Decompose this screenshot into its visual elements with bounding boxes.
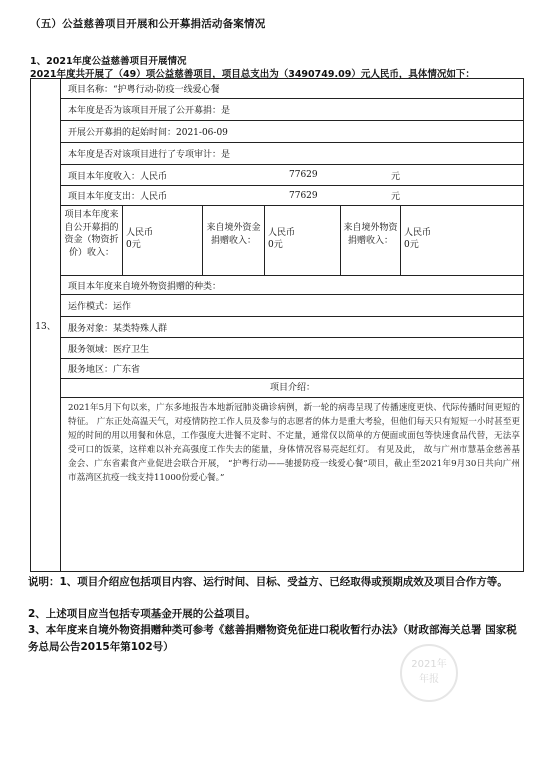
service-region-row xyxy=(61,359,524,379)
expense-unit: 元 xyxy=(391,192,401,202)
public-fundraising-text: 本年度是否为该项目开展了公开募捐：是 xyxy=(68,106,231,116)
total-expense: 3490749.09 xyxy=(288,69,352,80)
value-currency: 人民币 xyxy=(268,228,296,238)
value-amount: 0元 xyxy=(126,240,141,250)
section-title: （五）公益慈善项目开展和公开募捐活动备案情况 xyxy=(30,18,266,30)
expense-label: 项目本年度支出：人民币 xyxy=(68,192,168,202)
value-amount: 0元 xyxy=(268,240,283,250)
summary-middle: ）项公益慈善项目，项目总支出为（ xyxy=(136,69,289,80)
annual-report-stamp xyxy=(400,644,458,702)
public-fundraising-row xyxy=(61,99,524,121)
income-sources-row xyxy=(61,206,524,276)
income-row xyxy=(61,165,524,186)
project-name: “护粤行动-防疫一线爱心餐 xyxy=(113,84,220,95)
service-region-text: 服务地区：广东省 xyxy=(68,365,141,375)
project-name-row xyxy=(61,78,524,99)
stamp-year: 2021年 xyxy=(411,659,447,670)
service-field-text: 服务领域：医疗卫生 xyxy=(68,344,150,355)
public-fundraising-income-value xyxy=(123,206,203,276)
summary-suffix: ）元人民币，具体情况如下： xyxy=(351,69,475,80)
note-2: 2、上述项目应当包括专项基金开展的公益项目。 xyxy=(28,608,256,620)
operation-mode-row xyxy=(61,295,524,317)
income-amount: 77629 xyxy=(289,170,318,180)
operation-mode-text: 运作模式：运作 xyxy=(68,302,132,312)
project-count: 49 xyxy=(122,69,137,80)
public-fundraising-income-label: 项目本年度来自公开募捐的资金（物资折价）收入： xyxy=(61,206,123,276)
value-currency: 人民币 xyxy=(126,228,154,238)
note-1: 说明：1、项目介绍应包括项目内容、运行时间、目标、受益方、已经取得或预期成效及项目合作方等。 xyxy=(28,576,508,588)
foreign-goods-types-row xyxy=(61,276,524,295)
summary-prefix: 2021年度共开展了（ xyxy=(30,69,123,80)
project-index: 13、 xyxy=(35,322,56,332)
intro-heading: 项目介绍： xyxy=(61,379,524,398)
foreign-goods-income-value xyxy=(401,206,524,276)
foreign-goods-income-label: 来自境外物资捐赠收入： xyxy=(341,206,401,276)
service-field-row xyxy=(61,338,524,359)
foreign-funds-income-value xyxy=(265,206,341,276)
sub-heading: 1、2021年度公益慈善项目开展情况 xyxy=(30,56,187,67)
value-currency: 人民币 xyxy=(404,228,432,238)
income-label: 项目本年度收入：人民币 xyxy=(68,171,168,182)
expense-amount: 77629 xyxy=(289,190,318,201)
foreign-funds-income-label: 来自境外资金捐赠收入： xyxy=(203,206,265,276)
note-3: 3、本年度来自境外物资捐赠种类可参考《慈善捐赠物资免征进口税收暂行办法》（财政部海关总署 国家税务总局公告2015年第102号） xyxy=(28,624,517,653)
service-target-text: 服务对象：某类特殊人群 xyxy=(68,323,168,334)
service-target-row xyxy=(61,317,524,338)
income-unit: 元 xyxy=(391,171,401,182)
intro-text: 2021年5月下旬以来，广东多地报告本地新冠肺炎确诊病例，新一轮的病毒呈现了传播速度更快、代际传播时间更短的特征。 广东正处高温天气，对疫情防控工作人员及参与的志愿者的体力是重大考验，但他们每天只有短短一小时甚至更短的时间的用以用餐和休息，工作强度大进餐不定时、不定量，通常仅以简单的方便面或面包等快速食品代替，无法享受可口的饭菜，这样难以补充高强度工作失去的能量，身体情况容易亮起红灯。 有见及此， 故与广州市慧基金慈善基金会、广东省素食产业促进会联合开展， “护粤行动——驰援防疫一线爱心餐”项目，截止至2021年9月30日共向广州市荔湾区抗疫一线支持11000份爱心餐。” xyxy=(68,403,520,483)
audit-row xyxy=(61,143,524,165)
fundraising-start-text: 开展公开募捐的起始时间：2021-06-09 xyxy=(68,128,228,138)
stamp-label: 年报 xyxy=(419,674,439,685)
audit-text: 本年度是否对该项目进行了专项审计：是 xyxy=(68,150,231,160)
project-name-label: 项目名称： xyxy=(68,84,114,95)
fundraising-start-row xyxy=(61,121,524,143)
foreign-goods-types-text: 项目本年度来自境外物资捐赠的种类： xyxy=(68,281,222,292)
expense-row xyxy=(61,186,524,206)
value-amount: 0元 xyxy=(404,240,419,250)
